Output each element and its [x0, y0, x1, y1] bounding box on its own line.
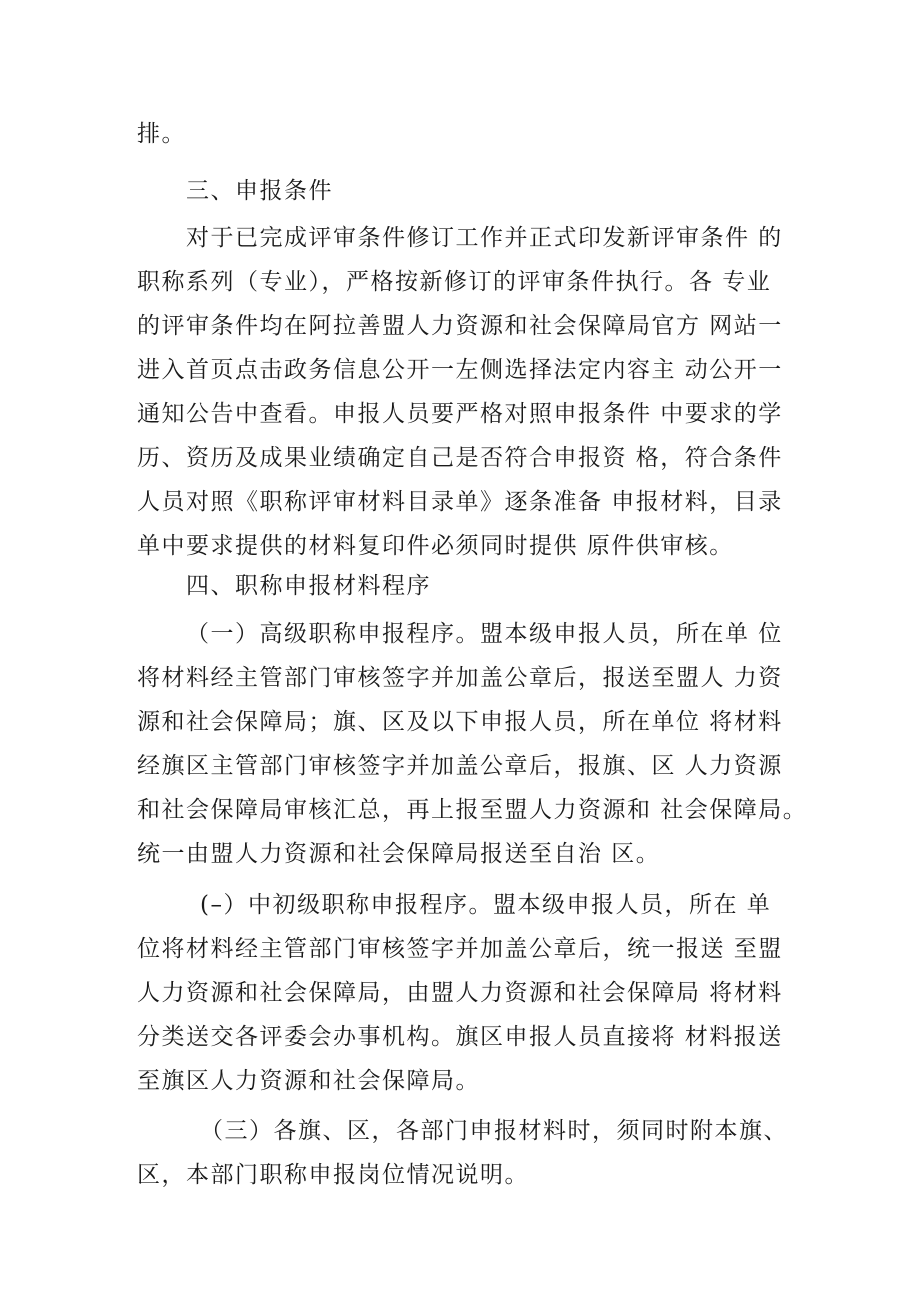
text-line: 的评审条件均在阿拉善盟人力资源和社会保障局官方 网站一: [137, 313, 783, 339]
text-line: 将材料经主管部门审核签字并加盖公章后，报送至盟人 力资: [137, 665, 783, 691]
text-line: 历、资历及成果业绩确定自己是否符合申报资 格，符合条件: [137, 445, 783, 471]
text-line: 人员对照《职称评审材料目录单》逐条准备 申报材料，目录: [137, 489, 783, 515]
text-line: 排。: [137, 121, 186, 147]
text-line: 单中要求提供的材料复印件必须同时提供 原件供审核。: [137, 533, 734, 559]
text-line: 至旗区人力资源和社会保障局。: [137, 1068, 480, 1094]
text-line: 通知公告中查看。申报人员要严格对照申报条件 中要求的学: [137, 401, 783, 427]
text-line: 位将材料经主管部门审核签字并加盖公章后，统一报送 至盟: [137, 936, 783, 962]
text-line: 统一由盟人力资源和社会保障局报送至自治 区。: [137, 841, 661, 867]
text-line: （一）高级职称申报程序。盟本级申报人员，所在单 位: [186, 621, 783, 647]
text-line: 经旗区主管部门审核签字并加盖公章后，报旗、区 人力资源: [137, 753, 783, 779]
text-line: 分类送交各评委会办事机构。旗区申报人员直接将 材料报送: [137, 1024, 783, 1050]
section-heading: 三、申报条件: [186, 178, 333, 204]
text-line: 源和社会保障局；旗、区及以下申报人员，所在单位 将材料: [137, 709, 783, 735]
section-heading: 四、职称申报材料程序: [186, 573, 431, 599]
text-line: 区，本部门职称申报岗位情况说明。: [137, 1162, 529, 1188]
text-line: （三）各旗、区，各部门申报材料时，须同时附本旗、: [200, 1118, 788, 1144]
text-line: 职称系列（专业），严格按新修订的评审条件执行。各 专业: [137, 269, 772, 295]
text-line: 人力资源和社会保障局，由盟人力资源和社会保障局 将材料: [137, 980, 783, 1006]
text-line: 对于已完成评审条件修订工作并正式印发新评审条件 的: [186, 225, 783, 251]
text-line: (–）中初级职称申报程序。盟本级申报人员，所在 单: [200, 892, 772, 918]
text-line: 和社会保障局审核汇总，再上报至盟人力资源和 社会保障局。: [137, 797, 808, 823]
text-line: 进入首页点击政务信息公开一左侧选择法定内容主 动公开一: [137, 357, 783, 383]
